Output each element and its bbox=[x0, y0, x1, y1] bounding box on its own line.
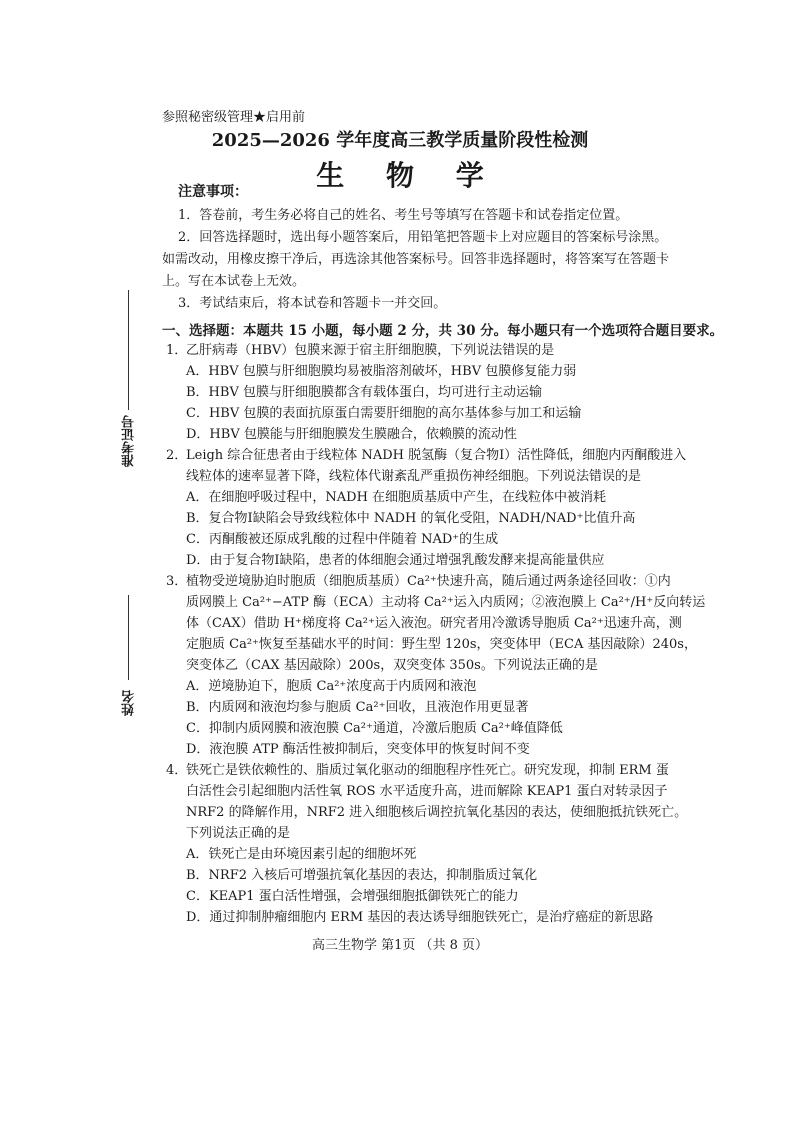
question-number: 2． bbox=[166, 448, 188, 463]
option-b: B．内质网和液泡均参与胞质 Ca²⁺回收，且液泡作用更显著 bbox=[186, 700, 529, 715]
notice-line: 如需改动，用橡皮擦干净后，再选涂其他答案标号。回答非选择题时，将答案写在答题卡 bbox=[162, 252, 670, 267]
name-line bbox=[128, 595, 129, 680]
option-a: A．逆境胁迫下，胞质 Ca²⁺浓度高于内质网和液泡 bbox=[186, 679, 477, 694]
question-stem: 白活性会引起细胞内活性氧 ROS 水平适度升高，进而解除 KEAP1 蛋白对转录因子 bbox=[186, 784, 668, 799]
option-c: C．KEAP1 蛋白活性增强，会增强细胞抵御铁死亡的能力 bbox=[186, 889, 519, 904]
question-number: 4． bbox=[166, 763, 188, 778]
notice-heading: 注意事项： bbox=[178, 184, 248, 200]
question-stem: 定胞质 Ca²⁺恢复至基础水平的时间：野生型 120s，突变体甲（ECA 基因敲除）240s， bbox=[186, 637, 697, 652]
name-label: 姓名 bbox=[122, 690, 137, 716]
question-stem: 线粒体的速率显著下降，线粒体代谢紊乱严重损伤神经细胞。下列说法错误的是 bbox=[186, 469, 642, 484]
notice-line: 2．回答选择题时，选出每小题答案后，用铅笔把答题卡上对应题目的答案标号涂黑。 bbox=[178, 230, 668, 245]
section-heading: 一、选择题：本题共 15 小题，每小题 2 分，共 30 分。每小题只有一个选项符合题目要求。 bbox=[162, 323, 724, 339]
exam-id-line bbox=[128, 290, 129, 410]
option-c: C．HBV 包膜的表面抗原蛋白需要肝细胞的高尔基体参与加工和运输 bbox=[186, 406, 582, 421]
question-stem: 植物受逆境胁迫时胞质（细胞质基质）Ca²⁺快速升高，随后通过两条途径回收：①内 bbox=[186, 574, 671, 589]
subject-title: 生 物 学 bbox=[316, 159, 500, 192]
option-d: D．通过抑制肿瘤细胞内 ERM 基因的表达诱导细胞铁死亡，是治疗癌症的新思路 bbox=[186, 910, 654, 925]
question-stem: 铁死亡是铁依赖性的、脂质过氧化驱动的细胞程序性死亡。研究发现，抑制 ERM 蛋 bbox=[186, 763, 669, 778]
notice-line: 1．答卷前，考生务必将自己的姓名、考生号等填写在答题卡和试卷指定位置。 bbox=[178, 208, 629, 223]
option-b: B．复合物Ⅰ缺陷会导致线粒体中 NADH 的氧化受阻，NADH/NAD⁺比值升高 bbox=[186, 511, 636, 526]
option-b: B．NRF2 入核后可增强抗氧化基因的表达，抑制脂质过氧化 bbox=[186, 868, 538, 883]
option-a: A．HBV 包膜与肝细胞膜均易被脂溶剂破坏，HBV 包膜修复能力弱 bbox=[186, 364, 577, 379]
page-footer: 高三生物学 第1页 （共 8 页） bbox=[311, 938, 489, 953]
option-d: D．由于复合物Ⅰ缺陷，患者的体细胞会通过增强乳酸发酵来提高能量供应 bbox=[186, 553, 605, 568]
question-stem: NRF2 的降解作用，NRF2 进入细胞核后调控抗氧化基因的表达，使细胞抵抗铁死亡。 bbox=[186, 805, 688, 820]
notice-line: 3．考试结束后，将本试卷和答题卡一并交回。 bbox=[178, 296, 447, 311]
option-c: C．抑制内质网膜和液泡膜 Ca²⁺通道，冷激后胞质 Ca²⁺峰值降低 bbox=[186, 721, 563, 736]
option-c: C．丙酮酸被还原成乳酸的过程中伴随着 NAD⁺的生成 bbox=[186, 532, 499, 547]
option-a: A．铁死亡是由环境因素引起的细胞坏死 bbox=[186, 847, 417, 862]
confidential-notice: 参照秘密级管理★启用前 bbox=[162, 110, 306, 125]
question-stem: 下列说法正确的是 bbox=[186, 826, 291, 841]
option-a: A．在细胞呼吸过程中，NADH 在细胞质基质中产生，在线粒体中被消耗 bbox=[186, 490, 607, 505]
question-stem: 乙肝病毒（HBV）包膜来源于宿主肝细胞膜，下列说法错误的是 bbox=[186, 343, 555, 358]
question-stem: 体（CAX）借助 H⁺梯度将 Ca²⁺运入液泡。研究者用冷激诱导胞质 Ca²⁺迅速升高，测 bbox=[186, 616, 682, 631]
question-stem: 质网膜上 Ca²⁺−ATP 酶（ECA）主动将 Ca²⁺运入内质网；②液泡膜上 Ca²⁺/H⁺反向转运 bbox=[186, 595, 706, 610]
question-number: 1． bbox=[166, 343, 188, 358]
notice-line: 上。写在本试卷上无效。 bbox=[162, 274, 306, 289]
exam-id-label: 准考证号 bbox=[122, 415, 137, 467]
option-b: B．HBV 包膜与肝细胞膜都含有载体蛋白，均可进行主动运输 bbox=[186, 385, 542, 400]
option-d: D．液泡膜 ATP 酶活性被抑制后，突变体甲的恢复时间不变 bbox=[186, 742, 530, 757]
option-d: D．HBV 包膜能与肝细胞膜发生膜融合，依赖膜的流动性 bbox=[186, 427, 517, 442]
question-stem: Leigh 综合征患者由于线粒体 NADH 脱氢酶（复合物Ⅰ）活性降低，细胞内丙酮酸进入 bbox=[186, 448, 687, 463]
question-stem: 突变体乙（CAX 基因敲除）200s，双突变体 350s。下列说法正确的是 bbox=[186, 658, 598, 673]
question-number: 3． bbox=[166, 574, 188, 589]
exam-title: 2025—2026 学年度高三教学质量阶段性检测 bbox=[211, 130, 589, 151]
